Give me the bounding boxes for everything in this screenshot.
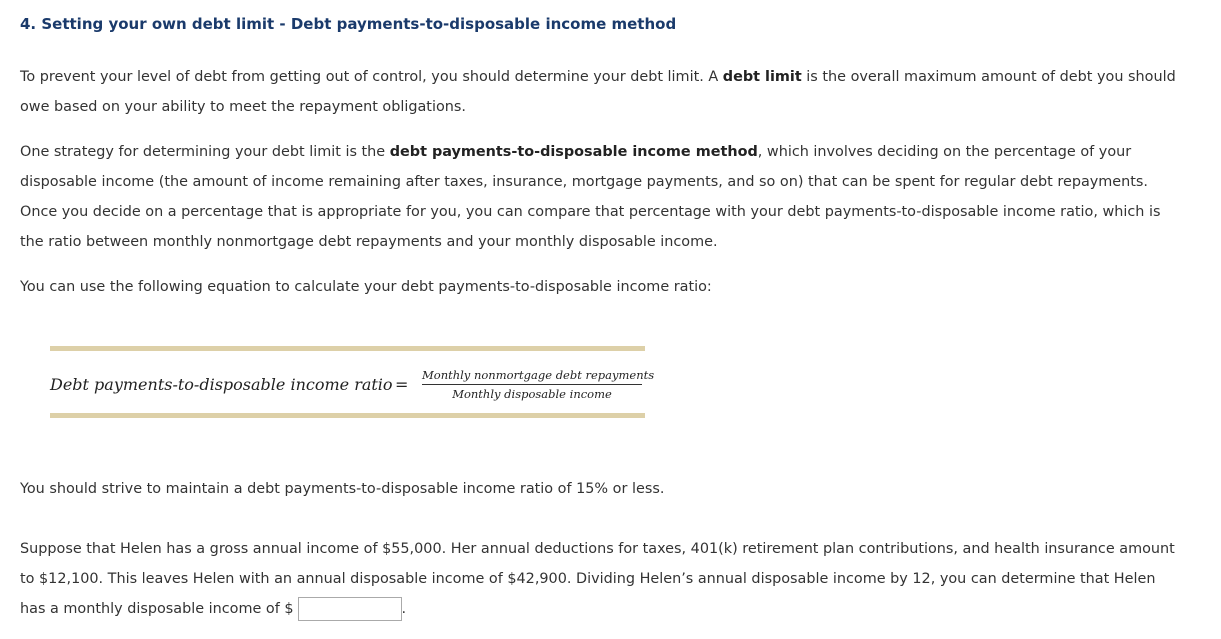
monthly-disposable-income-input[interactable] bbox=[298, 597, 402, 621]
method-paragraph bbox=[20, 137, 1180, 257]
target-ratio-paragraph: You should strive to maintain a debt payments-to-disposable income ratio of 15% or less. bbox=[20, 481, 665, 497]
p2-text-b: , which involves deciding on the percentage of your disposable income (the amount of income remaining after taxes, insurance, mortgage payments, and so on) that can be spent for regular debt repayments. Once you decide on a percentage that is appropriate for you, you can compare that percentage with your debt payments-to-disposable income ratio, which is the ratio between monthly nonmortgage debt repayments and your monthly disposable income. bbox=[20, 144, 1161, 250]
scenario-text: Suppose that Helen has a gross annual income of $55,000. Her annual deductions for taxes, 401(k) retirement plan contributions, and health insurance amount to $12,100. This leaves Helen with an annual disposable income of $42,900. Dividing Helen’s annual disposable income by 12, you can determine that Helen has a monthly disposable income of $ bbox=[20, 541, 1175, 617]
scenario-end: . bbox=[401, 601, 407, 617]
p2-text-a: One strategy for determining your debt limit is the bbox=[20, 144, 390, 160]
p1-text-b: is the overall maximum amount of debt you should owe based on your ability to meet the repayment obligations. bbox=[20, 69, 1176, 115]
debt-limit-term: debt limit bbox=[722, 69, 802, 85]
helen-scenario-paragraph bbox=[20, 534, 1180, 624]
equation-fraction bbox=[422, 368, 655, 401]
section-title: 4. Setting your own debt limit - Debt payments-to-disposable income method bbox=[20, 15, 677, 33]
equation-box bbox=[50, 346, 655, 418]
equation-lhs: Debt payments-to-disposable income ratio bbox=[50, 375, 393, 394]
equals-sign: = bbox=[395, 375, 409, 394]
p1-text-a: To prevent your level of debt from getting out of control, you should determine your debt limit. A bbox=[20, 69, 723, 85]
fraction-denominator: Monthly disposable income bbox=[452, 387, 612, 401]
equation-intro: You can use the following equation to calculate your debt payments-to-disposable income ratio: bbox=[20, 279, 712, 295]
method-term: debt payments-to-disposable income method bbox=[389, 144, 758, 160]
debt-limit-paragraph bbox=[20, 62, 1180, 122]
fraction-numerator: Monthly nonmortgage debt repayments bbox=[422, 368, 642, 385]
